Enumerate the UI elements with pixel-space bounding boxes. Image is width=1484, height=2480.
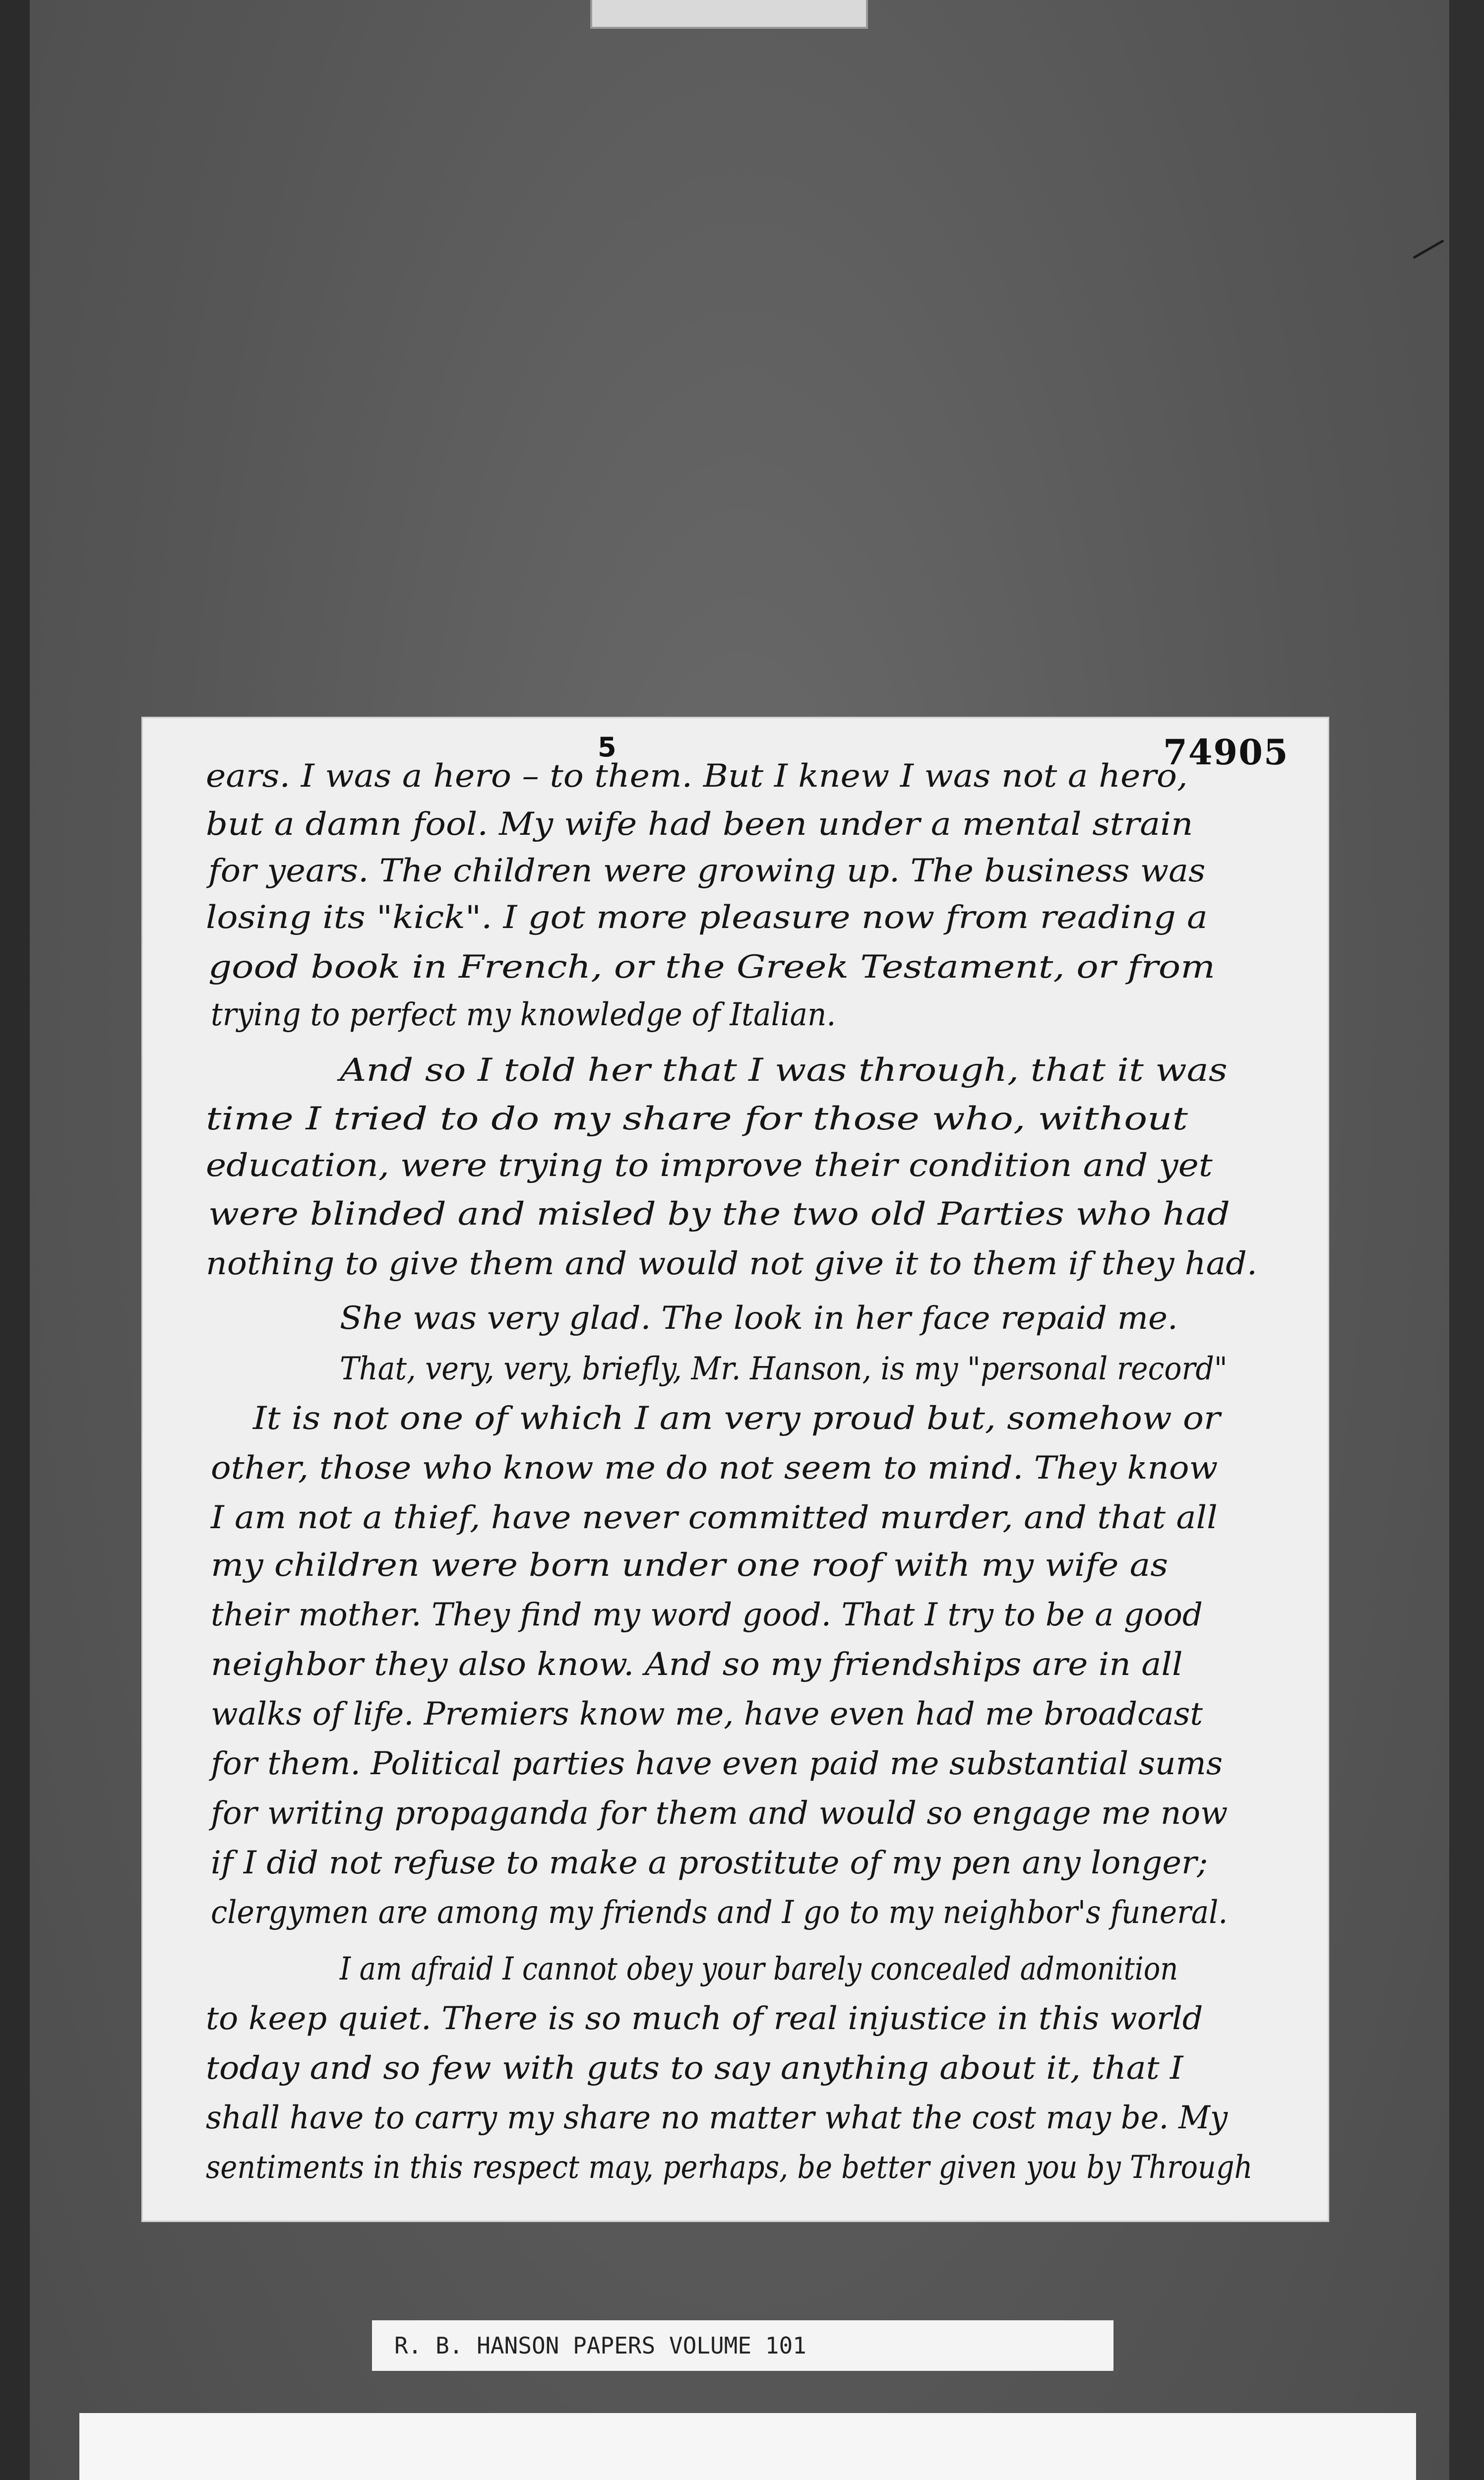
handwritten-line: good book in French, or the Greek Testament, or from xyxy=(208,949,1215,986)
handwritten-letter-page xyxy=(141,717,1329,2222)
top-paper-tab xyxy=(590,0,868,29)
handwritten-line: shall have to carry my share no matter what the cost may be. My xyxy=(206,2100,1228,2136)
letter-body xyxy=(141,717,1329,2222)
handwritten-line: That, very, very, briefly, Mr. Hanson, is my "personal record" xyxy=(340,1351,1228,1387)
handwritten-line: losing its "kick". I got more pleasure now from reading a xyxy=(206,899,1208,936)
handwritten-line: were blinded and misled by the two old Parties who had xyxy=(208,1196,1230,1233)
handwritten-line: And so I told her that I was through, that it was xyxy=(340,1052,1228,1089)
volume-label: R. B. HANSON PAPERS VOLUME 101 xyxy=(372,2320,1113,2371)
handwritten-line: clergymen are among my friends and I go to my neighbor's funeral. xyxy=(211,1894,1228,1931)
handwritten-line: time I tried to do my share for those who, without xyxy=(206,1101,1188,1137)
handwritten-line: It is not one of which I am very proud but, somehow or xyxy=(253,1400,1221,1437)
handwritten-line: for them. Political parties have even paid me substantial sums xyxy=(211,1745,1223,1782)
handwritten-line: today and so few with guts to say anything about it, that I xyxy=(206,2050,1183,2087)
handwritten-line: but a damn fool. My wife had been under a mental strain xyxy=(206,806,1193,843)
handwritten-line: nothing to give them and would not give it to them if they had. xyxy=(206,1245,1257,1282)
handwritten-line: trying to perfect my knowledge of Italian. xyxy=(211,996,836,1033)
page-number: 5 xyxy=(598,732,617,763)
handwritten-line: I am afraid I cannot obey your barely concealed admonition xyxy=(340,1951,1178,1987)
document-stamp-number: 74905 xyxy=(1163,732,1289,773)
handwritten-line: if I did not refuse to make a prostitute of my pen any longer; xyxy=(211,1845,1208,1881)
handwritten-line: my children were born under one roof with my wife as xyxy=(211,1547,1169,1584)
film-edge-right xyxy=(1449,0,1484,2480)
handwritten-line: walks of life. Premiers know me, have even had me broadcast xyxy=(211,1696,1203,1733)
handwritten-line: education, were trying to improve their condition and yet xyxy=(206,1147,1213,1184)
handwritten-line: I am not a thief, have never committed murder, and that all xyxy=(211,1499,1218,1536)
handwritten-line: to keep quiet. There is so much of real injustice in this world xyxy=(206,2000,1203,2037)
handwritten-line: for years. The children were growing up. The business was xyxy=(208,853,1206,889)
handwritten-line: neighbor they also know. And so my friendships are in all xyxy=(211,1646,1183,1683)
handwritten-line: sentiments in this respect may, perhaps, be better given you by Through xyxy=(206,2149,1253,2186)
archive-card xyxy=(79,2413,1416,2480)
handwritten-line: other, those who know me do not seem to mind. They know xyxy=(211,1450,1218,1487)
handwritten-line: She was very glad. The look in her face repaid me. xyxy=(340,1300,1178,1337)
film-edge-left xyxy=(0,0,30,2480)
handwritten-line: their mother. They find my word good. That I try to be a good xyxy=(211,1597,1203,1633)
handwritten-line: for writing propaganda for them and would so engage me now xyxy=(211,1795,1228,1832)
handwritten-line: ears. I was a hero – to them. But I knew I was not a hero, xyxy=(206,758,1188,795)
